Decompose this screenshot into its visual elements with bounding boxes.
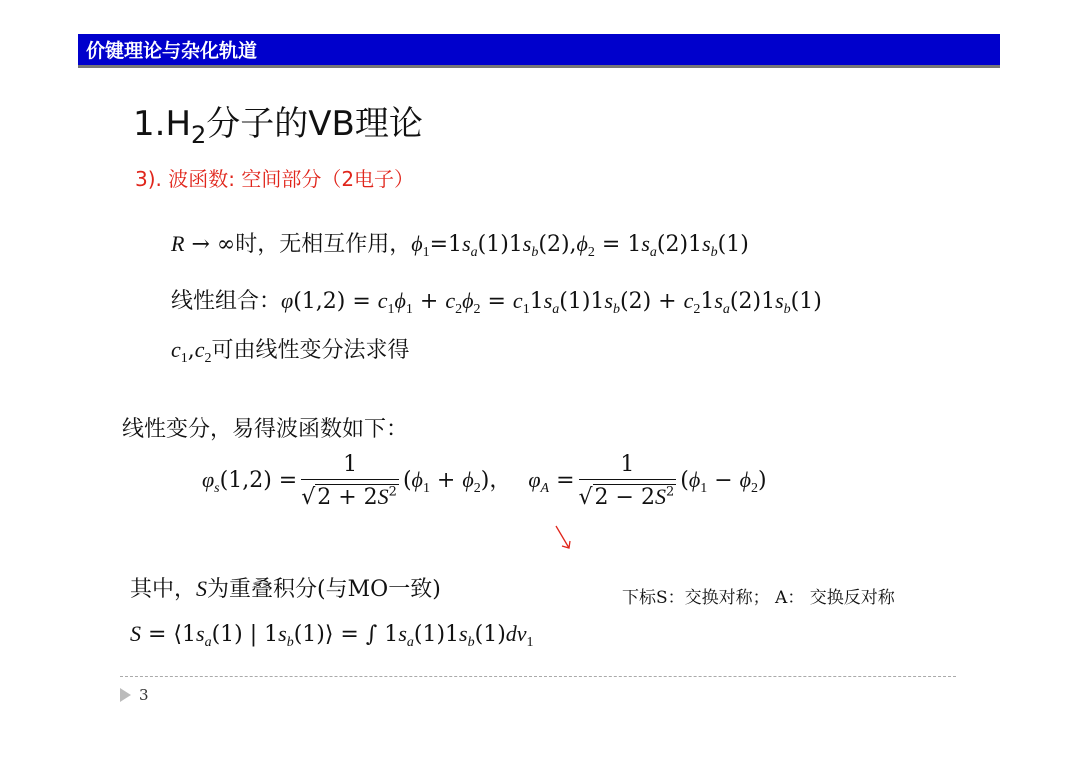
pointer-arrow-icon — [553, 524, 573, 552]
subscript-footnote: 下标S：交换对称； A： 交换反对称 — [622, 588, 895, 608]
equation-line-1: R → ∞时，无相互作用，$\phi_1=1s_a(1)1s_b(2),\phi_2 = 1s_a(2)1s_b(1)$ — [171, 231, 749, 260]
variation-intro: 线性变分，易得波函数如下： — [122, 417, 409, 442]
overlap-note: 其中，S为重叠积分(与MO一致) — [130, 576, 441, 602]
line1-text: 时，无相互作用， — [235, 232, 412, 257]
header-title: 价键理论与杂化轨道 — [86, 40, 258, 62]
line2-label: 线性组合： — [171, 289, 282, 314]
overlap-integral: $S = ⟨1s_a(1)$ | $1s_b(1)⟩$ = ∫ $1s_a(1)1s_b(1)dv_1$ — [130, 621, 534, 650]
play-triangle-icon — [120, 688, 131, 702]
footer-divider — [120, 676, 956, 677]
slide-subtitle: 3). 波函数: 空间部分（2电子） — [135, 167, 415, 191]
wavefunction-equations: $\varphi_s(1,2)$ = $\frac{1}{√2 + 2S^2}$ $(\phi_1 + \phi_2)$， $\varphi_A$ = $\frac{1}{√2 - 2S^2}$ $(\phi_1 - \phi_2)$ — [202, 452, 767, 510]
equation-line-3: $c_1,c_2$可由线性变分法求得 — [171, 337, 410, 366]
page-number: 3 — [120, 686, 149, 704]
header-bar — [78, 34, 1000, 68]
line3-text: 可由线性变分法求得 — [211, 338, 410, 363]
slide-title: $1.H_2$分子的VB理论 — [133, 104, 423, 149]
equation-line-2: 线性组合：$\varphi(1,2) = c_1\phi_1 + c_2\phi_2 = c_11s_a(1)1s_b(2) + c_21s_a(2)1s_b(1)$ — [171, 288, 822, 317]
